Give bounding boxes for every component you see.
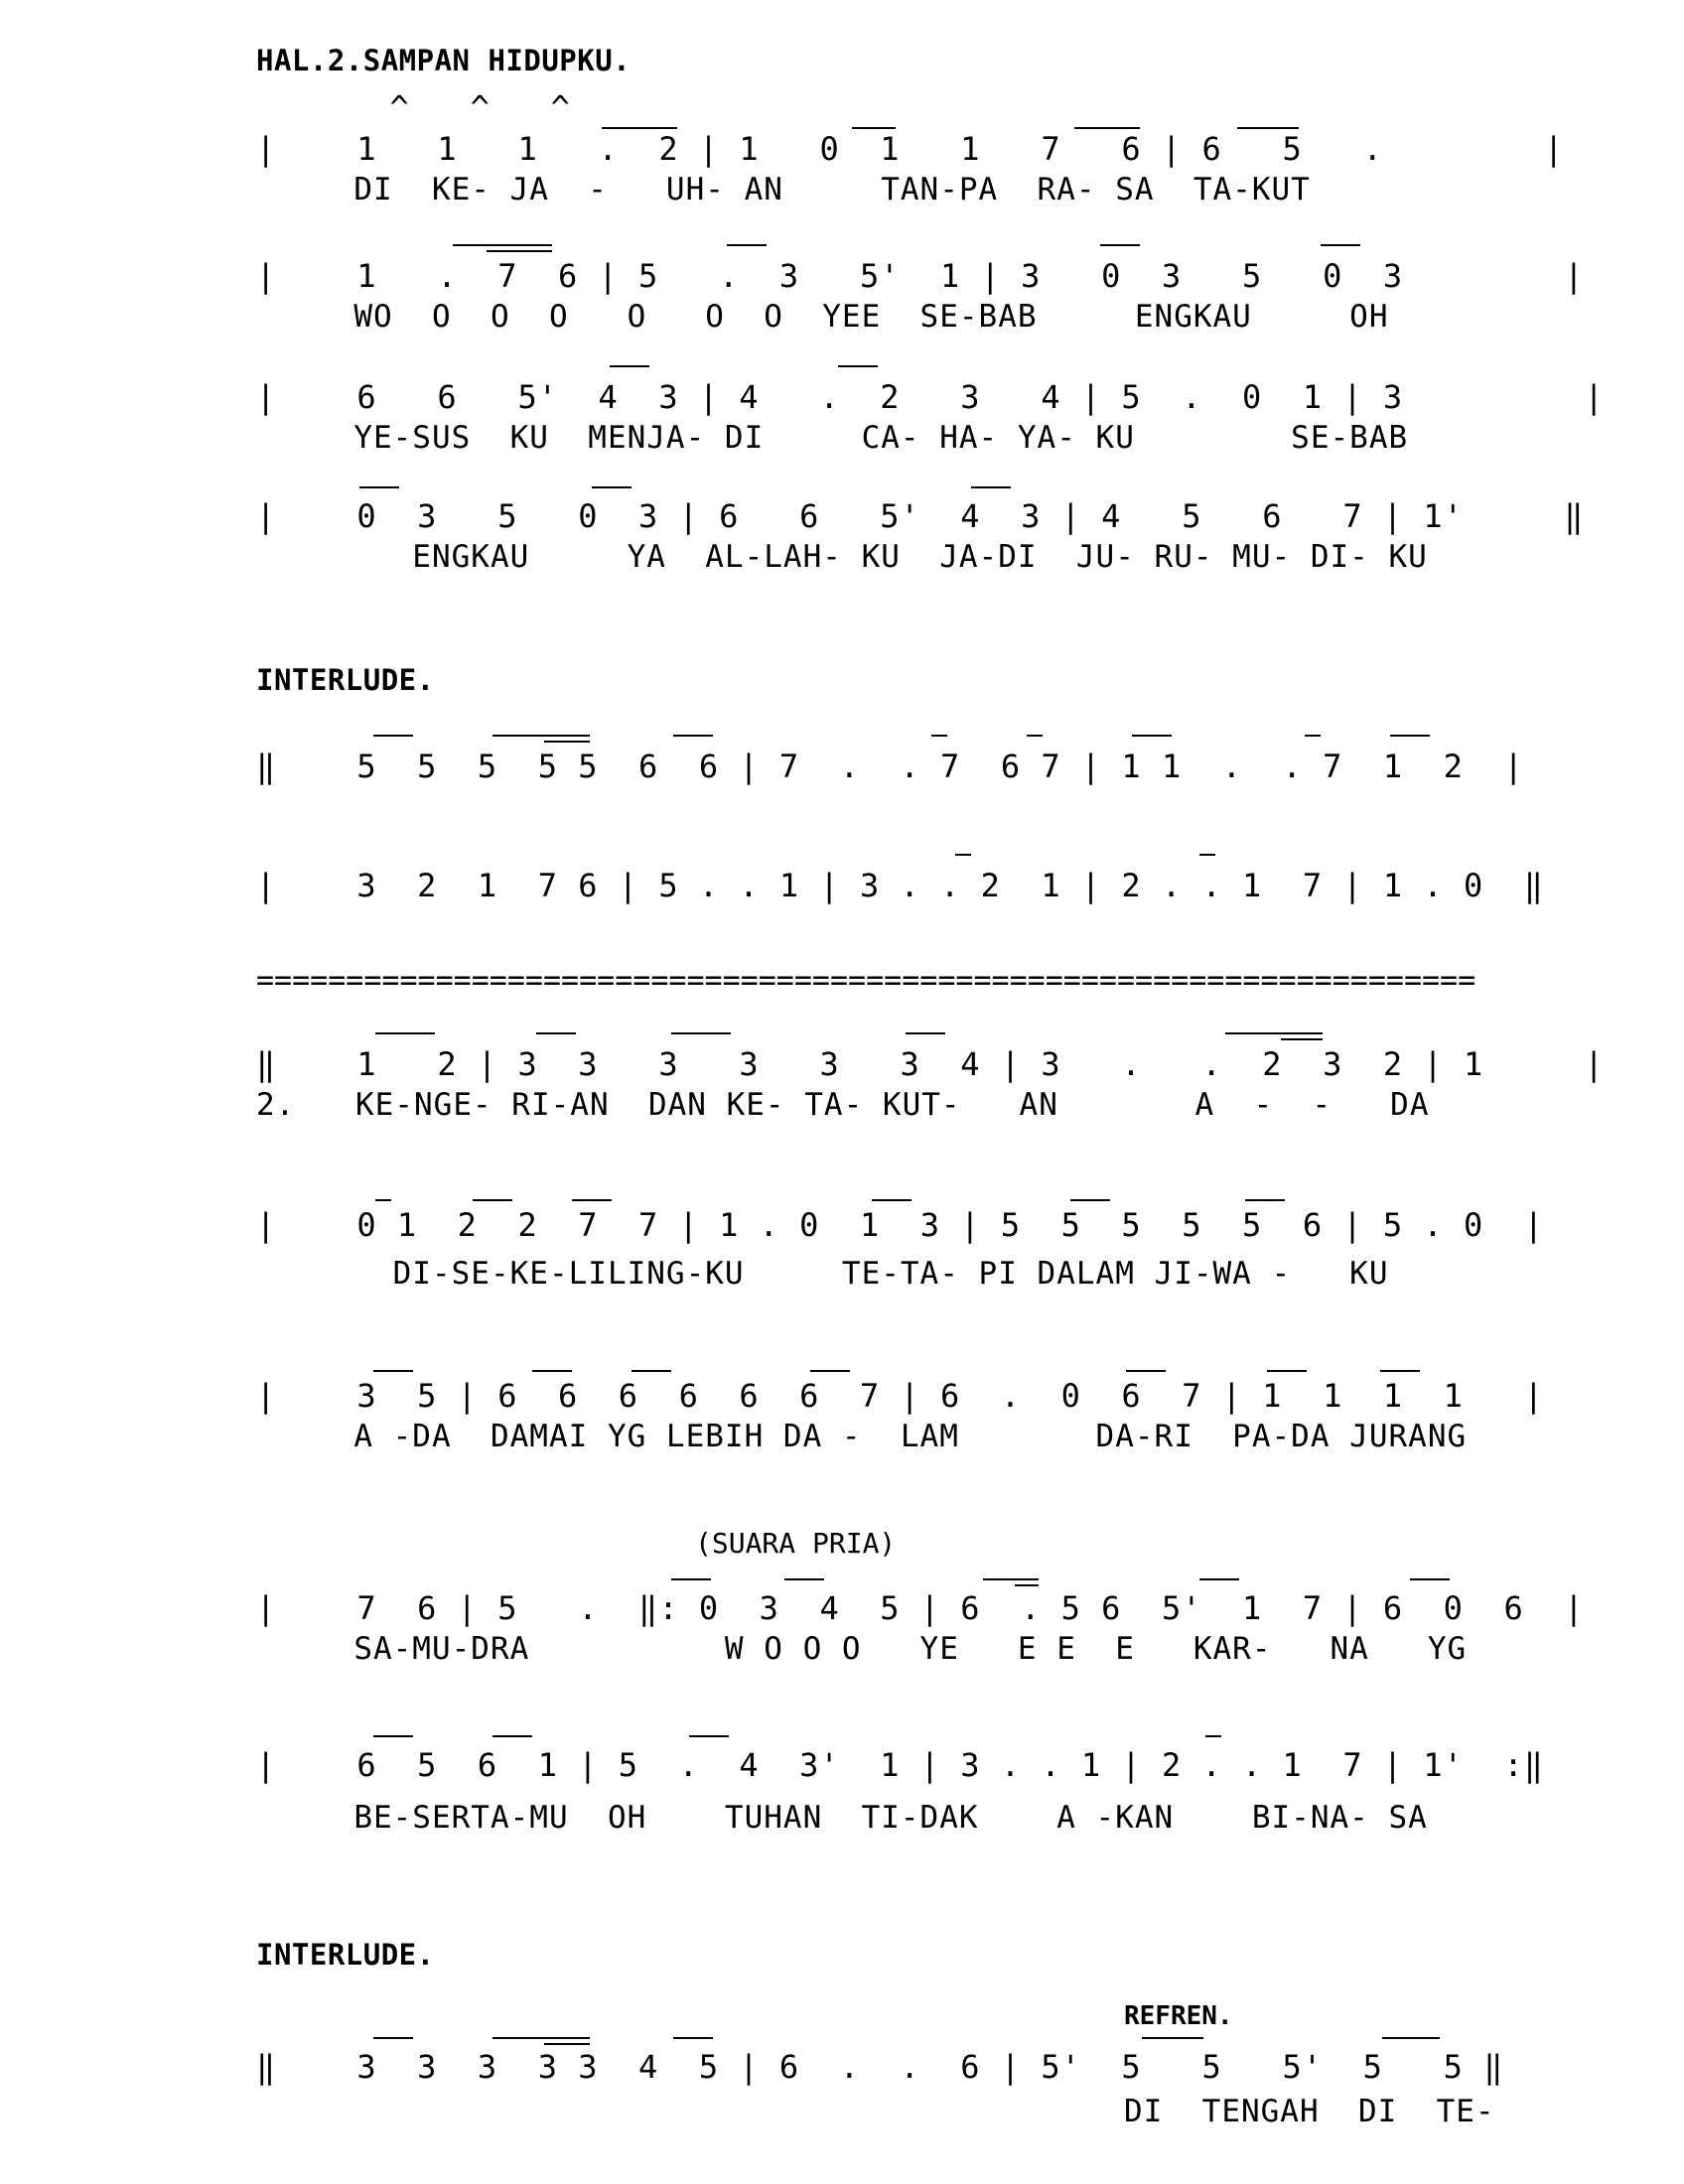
beam-mark [592, 486, 632, 488]
beam-mark [1321, 244, 1360, 246]
interlude-notation-line-1: ‖ 5 5 5 5 5 6 6 | 7 . . 7 6 7 | 1 1 . . 7 1 2 | [256, 748, 1524, 785]
beam-mark [632, 1370, 671, 1372]
beam-mark [492, 2037, 590, 2039]
page-title: HAL.2.SAMPAN HIDUPKU. [256, 44, 632, 77]
beam-mark [1070, 1199, 1110, 1201]
beam-mark [1199, 1578, 1239, 1580]
verse2-lyric-line-5: BE-SERTA-MU OH TUHAN TI-DAK A -KAN BI-NA- SA [256, 1800, 1428, 1836]
section-separator: ==================================================================== [256, 963, 1476, 998]
beam-mark [673, 2037, 713, 2039]
beam-mark [931, 735, 947, 737]
beam-mark [572, 1199, 612, 1201]
notation-line-1: | 1 1 1 . 2 | 1 0 1 1 7 6 | 6 5 . | [256, 130, 1565, 168]
verse2-notation-line-4: | 7 6 | 5 . ‖: 0 3 4 5 | 6 . 5 6 5' 1 7 | 6 0 6 | [256, 1589, 1585, 1627]
beam-mark [473, 1199, 512, 1201]
beam-mark [671, 1032, 731, 1034]
interlude-notation-line-2: | 3 2 1 7 6 | 5 . . 1 | 3 . . 2 1 | 2 . . 1 7 | 1 . 0 ‖ [256, 867, 1544, 904]
beam-mark [375, 1199, 391, 1201]
beam-mark [532, 1370, 572, 1372]
beam-mark [1205, 1735, 1221, 1737]
beam-mark [487, 250, 552, 252]
beam-mark [1410, 1578, 1450, 1580]
refren-lyric-line-1: DI TENGAH DI TE- [1124, 2094, 1495, 2129]
beam-mark [536, 1032, 576, 1034]
lyric-line-2: WO O O O O O O YEE SE-BAB ENGKAU OH [256, 299, 1389, 335]
beam-mark [602, 127, 677, 129]
beam-mark [1237, 127, 1299, 129]
beam-mark [1027, 735, 1043, 737]
beam-mark [359, 486, 399, 488]
beam-mark [838, 365, 878, 367]
accent-marks: ^ ^ ^ [350, 88, 571, 126]
lyric-line-4: ENGKAU YA AL-LAH- KU JA-DI JU- RU- MU- DI- KU [256, 539, 1428, 575]
beam-mark [1142, 2037, 1203, 2039]
beam-mark [1267, 1370, 1307, 1372]
interlude2-notation-line-1: ‖ 3 3 3 3 3 4 5 | 6 . . 6 | 5' 5 5 5' 5 5 ‖ [256, 2048, 1504, 2086]
beam-mark [1126, 1370, 1166, 1372]
beam-mark [906, 1032, 945, 1034]
beam-mark [453, 244, 552, 246]
beam-mark [492, 735, 590, 737]
notation-line-4: | 0 3 5 0 3 | 6 6 5' 4 3 | 4 5 6 7 | 1' ‖ [256, 497, 1585, 535]
beam-mark [373, 2037, 413, 2039]
verse-number: 2. [256, 1087, 296, 1123]
beam-mark [1305, 735, 1321, 737]
beam-mark [1390, 735, 1430, 737]
beam-mark [544, 2043, 590, 2045]
beam-mark [373, 1370, 413, 1372]
beam-mark [1199, 854, 1215, 856]
beam-mark [673, 735, 713, 737]
beam-mark [544, 741, 590, 743]
verse2-notation-line-5: | 6 5 6 1 | 5 . 4 3' 1 | 3 . . 1 | 2 . . 1 7 | 1' :‖ [256, 1746, 1544, 1784]
beam-mark [983, 1578, 1039, 1580]
beam-mark [1382, 2037, 1440, 2039]
beam-mark [671, 1578, 711, 1580]
notation-line-2: | 1 . 7 6 | 5 . 3 5' 1 | 3 0 3 5 0 3 | [256, 257, 1585, 295]
beam-mark [1015, 1584, 1039, 1586]
verse2-notation-line-1: ‖ 1 2 | 3 3 3 3 3 3 4 | 3 . . 2 3 2 | 1 | [256, 1045, 1605, 1083]
beam-mark [373, 1735, 413, 1737]
voice-annotation: (SUARA PRIA) [695, 1527, 897, 1560]
beam-mark [610, 365, 649, 367]
beam-mark [1281, 1038, 1323, 1040]
beam-mark [784, 1578, 824, 1580]
verse2-lyric-line-1: KE-NGE- RI-AN DAN KE- TA- KUT- AN A - - DA [355, 1087, 1430, 1123]
beam-mark [375, 1032, 435, 1034]
beam-mark [727, 244, 767, 246]
notation-line-3: | 6 6 5' 4 3 | 4 . 2 3 4 | 5 . 0 1 | 3 | [256, 378, 1605, 416]
beam-mark [373, 735, 413, 737]
beam-mark [492, 1735, 532, 1737]
lyric-line-3: YE-SUS KU MENJA- DI CA- HA- YA- KU SE-BAB [256, 420, 1409, 456]
lyric-line-1: DI KE- JA - UH- AN TAN-PA RA- SA TA-KUT [256, 172, 1311, 207]
verse2-lyric-line-3: A -DA DAMAI YG LEBIH DA - LAM DA-RI PA-DA JURANG [256, 1419, 1468, 1454]
beam-mark [1380, 1370, 1420, 1372]
beam-mark [872, 1199, 912, 1201]
beam-mark [1132, 735, 1172, 737]
beam-mark [1225, 1032, 1323, 1034]
beam-mark [810, 1370, 850, 1372]
beam-mark [852, 127, 896, 129]
beam-mark [1245, 1199, 1285, 1201]
section-heading-interlude-1: INTERLUDE. [256, 663, 435, 697]
beam-mark [971, 486, 1011, 488]
verse2-lyric-line-2: DI-SE-KE-LILING-KU TE-TA- PI DALAM JI-WA - KU [256, 1256, 1389, 1292]
beam-mark [1100, 244, 1140, 246]
beam-mark [689, 1735, 729, 1737]
beam-mark [955, 854, 971, 856]
section-heading-interlude-2: INTERLUDE. [256, 1938, 435, 1972]
verse2-lyric-line-4: SA-MU-DRA W O O O YE E E E KAR- NA YG [256, 1631, 1468, 1667]
section-heading-refren: REFREN. [1124, 2001, 1233, 2031]
beam-mark [1074, 127, 1140, 129]
verse2-notation-line-3: | 3 5 | 6 6 6 6 6 6 7 | 6 . 0 6 7 | 1 1 1 1 | [256, 1377, 1544, 1415]
verse2-notation-line-2: | 0 1 2 2 7 7 | 1 . 0 1 3 | 5 5 5 5 5 6 | 5 . 0 | [256, 1206, 1544, 1244]
